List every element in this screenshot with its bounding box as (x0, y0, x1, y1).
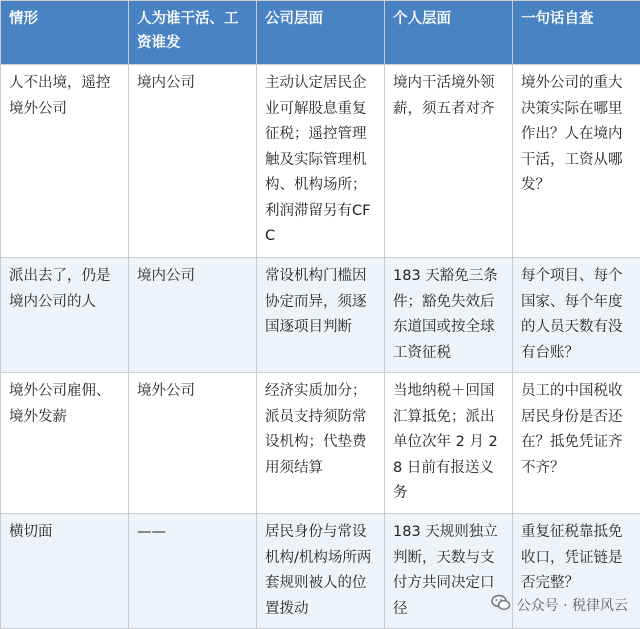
cell-self-check: 境外公司的重大决策实际在哪里作出？人在境内干活，工资从哪发？ (513, 65, 640, 258)
cell-self-check: 每个项目、每个国家、每个年度的人员天数有没有台账？ (513, 258, 640, 373)
cell-employer: 境外公司 (129, 373, 257, 514)
cell-scenario: 境外公司雇佣、境外发薪 (1, 373, 129, 514)
table-row (1, 65, 640, 258)
table-row (1, 258, 640, 373)
cell-individual-level: 183 天豁免三条件；豁免失效后东道国或按全球工资征税 (385, 258, 513, 373)
table-header-row (1, 1, 640, 65)
cell-company-level: 居民身份与常设机构/机构场所两套规则被人的位置拨动 (257, 514, 385, 629)
cell-self-check: 重复征税靠抵免收口，凭证链是否完整？ (513, 514, 640, 629)
header-self-check: 一句话自查 (513, 1, 640, 65)
cell-employer: 境内公司 (129, 258, 257, 373)
cell-scenario: 派出去了，仍是境内公司的人 (1, 258, 129, 373)
header-company-level: 公司层面 (257, 1, 385, 65)
cell-scenario: 横切面 (1, 514, 129, 629)
cell-individual-level: 境内干活境外领薪，须五者对齐 (385, 65, 513, 258)
wechat-icon (491, 594, 511, 616)
header-scenario: 情形 (1, 1, 129, 65)
watermark (491, 594, 628, 616)
table-row (1, 373, 640, 514)
watermark-text: 公众号 · 税律风云 (517, 595, 628, 615)
cell-company-level: 常设机构门槛因协定而异，须逐国逐项目判断 (257, 258, 385, 373)
cell-individual-level: 183 天规则独立判断，天数与支付方共同决定口径 (385, 514, 513, 629)
cell-employer: 境内公司 (129, 65, 257, 258)
cell-self-check: 员工的中国税收居民身份是否还在？抵免凭证齐不齐？ (513, 373, 640, 514)
header-employer: 人为谁干活、工资谁发 (129, 1, 257, 65)
cell-individual-level: 当地纳税＋回国汇算抵免；派出单位次年 2 月 28 日前有报送义务 (385, 373, 513, 514)
cell-company-level: 经济实质加分；派员支持须防常设机构；代垫费用须结算 (257, 373, 385, 514)
cell-scenario: 人不出境，遥控境外公司 (1, 65, 129, 258)
cell-company-level: 主动认定居民企业可解股息重复征税；遥控管理触及实际管理机构、机构场所；利润滞留另有CFC (257, 65, 385, 258)
cell-employer: —— (129, 514, 257, 629)
header-individual-level: 个人层面 (385, 1, 513, 65)
